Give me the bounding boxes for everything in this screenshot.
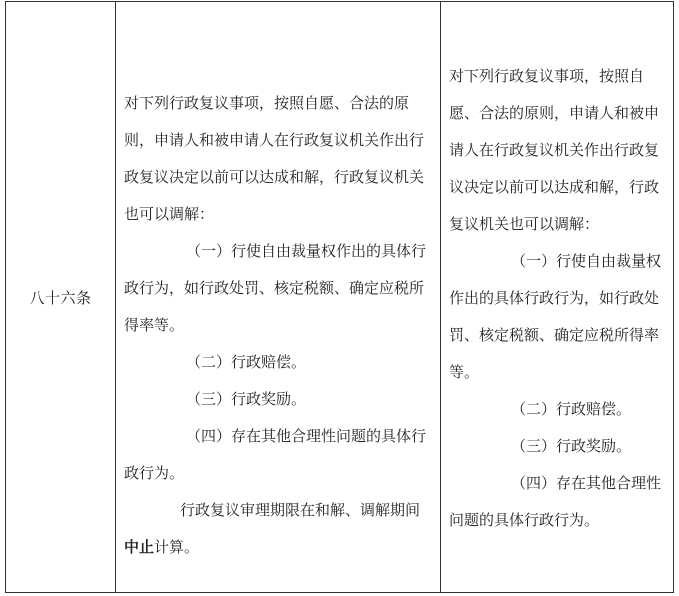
original-item-2: （二）行政赔偿。 (186, 353, 307, 371)
revised-item-4: （四）存在其他合理性问题的具体行政行为。 (449, 474, 662, 529)
revised-intro-paragraph: 对下列行政复议事项，按照自愿、合法的原则，申请人和被申请人在行政复议机关作出行政复议决定以前可以达成和解，行政复议机关也可以调解： (449, 67, 660, 233)
article-number-cell (6, 2, 116, 593)
closing-text-start: 行政复议审理期限在和解、调解期间 (180, 501, 421, 519)
revised-item-2: （二）行政赔偿。 (511, 400, 632, 418)
closing-text-bold: 中止 (124, 538, 155, 556)
original-text-cell (116, 2, 441, 593)
revised-item-1: （一）行使自由裁量权作出的具体行政行为，如行政处罚、核定税额、确定应税所得率等。 (449, 252, 662, 381)
table-row (6, 2, 674, 593)
revised-item-3: （三）行政奖励。 (511, 437, 632, 455)
original-item-1: （一）行使自由裁量权作出的具体行政行为，如行政处罚、核定税额、确定应税所得率等。 (124, 242, 427, 334)
original-intro-paragraph: 对下列行政复议事项，按照自愿、合法的原则，申请人和被申请人在行政复议机关作出行政复议决定以前可以达成和解，行政复议机关也可以调解： (124, 94, 425, 223)
comparison-table (5, 1, 674, 593)
revised-text-body (441, 55, 673, 539)
revised-text-cell (441, 2, 674, 593)
original-item-4: （四）存在其他合理性问题的具体行政行为。 (124, 427, 427, 482)
original-item-3: （三）行政奖励。 (186, 390, 307, 408)
original-text-body (116, 28, 440, 566)
closing-text-end: 计算。 (154, 538, 200, 556)
original-closing-paragraph (124, 492, 431, 566)
article-number-label: 八十六条 (29, 288, 92, 307)
